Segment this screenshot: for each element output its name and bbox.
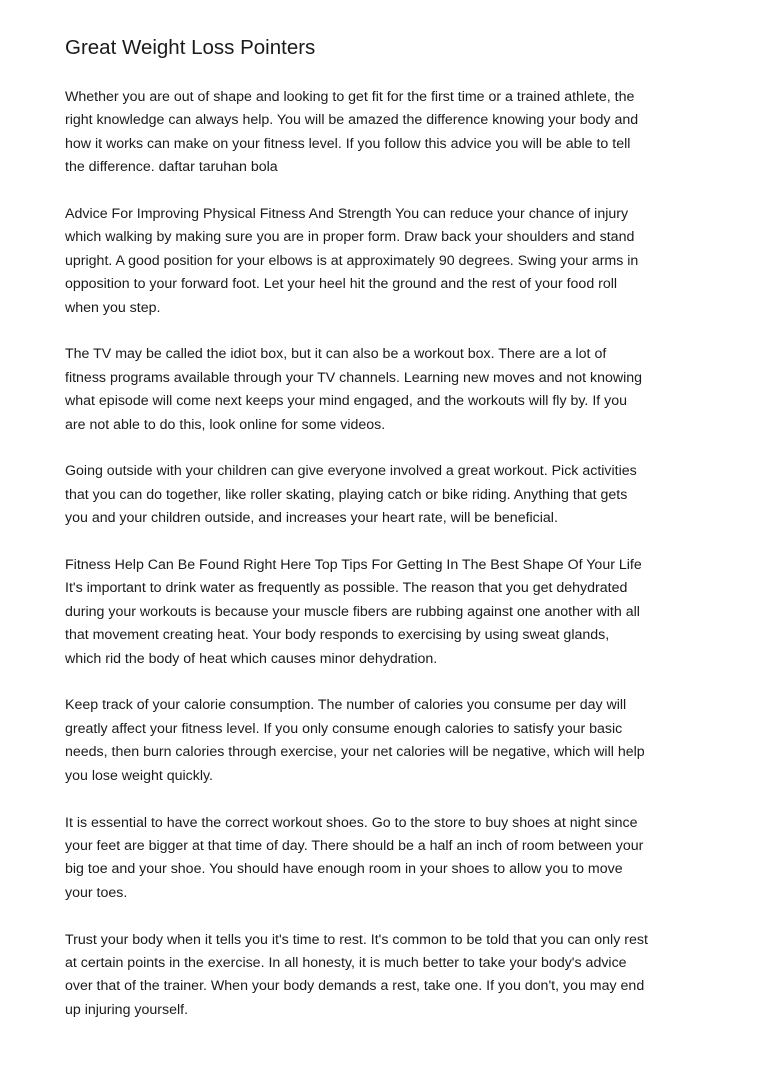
text-line: It's important to drink water as frequently as possible. The reason that you get dehydrated [65,580,628,597]
text-line: that you can do together, like roller skating, playing catch or bike riding. Anything that gets [65,486,628,503]
text-line: Advice For Improving Physical Fitness And Strength You can reduce your chance of injury [65,206,629,223]
text-line: It is essential to have the correct workout shoes. Go to the store to buy shoes at night since [65,814,638,831]
text-line: the difference. daftar taruhan bola [65,159,278,176]
text-line: at certain points in the exercise. In all honesty, it is much better to take your body's advice [65,954,627,971]
text-line: Keep track of your calorie consumption. The number of calories you consume per day will [65,697,627,714]
paragraph [65,929,705,1023]
text-line: which rid the body of heat which causes minor dehydration. [65,650,438,667]
text-line: that movement creating heat. Your body responds to exercising by using sweat glands, [65,627,610,644]
paragraph [65,203,705,320]
document-title: Great Weight Loss Pointers [65,36,316,59]
text-line: during your workouts is because your muscle fibers are rubbing against one another with all [65,603,640,620]
text-line: over that of the trainer. When your body demands a rest, take one. If you don't, you may end [65,978,645,995]
paragraph [65,694,705,788]
text-line: your toes. [65,884,128,901]
text-line: The TV may be called the idiot box, but it can also be a workout box. There are a lot of [65,346,607,363]
text-line: opposition to your forward foot. Let your heel hit the ground and the rest of your food roll [65,276,618,293]
text-line: fitness programs available through your TV channels. Learning new moves and not knowing [65,369,643,386]
text-line: which walking by making sure you are in proper form. Draw back your shoulders and stand [65,229,635,246]
text-line: big toe and your shoe. You should have enough room in your shoes to allow you to move [65,861,623,878]
text-line: up injuring yourself. [65,1001,189,1018]
paragraph [65,554,705,671]
paragraph [65,343,705,437]
text-line: you and your children outside, and increases your heart rate, will be beneficial. [65,510,558,527]
text-line: Fitness Help Can Be Found Right Here Top Tips For Getting In The Best Shape Of Your Life [65,557,642,574]
text-line: how it works can make on your fitness level. If you follow this advice you will be able to tell [65,135,631,152]
text-line: upright. A good position for your elbows is at approximately 90 degrees. Swing your arms in [65,252,639,269]
text-line: Going outside with your children can give everyone involved a great workout. Pick activities [65,463,637,480]
text-line: Trust your body when it tells you it's time to rest. It's common to be told that you can only rest [65,931,648,948]
paragraph [65,86,705,180]
text-line: greatly affect your fitness level. If you only consume enough calories to satisfy your basic [65,720,623,737]
text-line: your feet are bigger at that time of day. There should be a half an inch of room between your [65,837,644,854]
text-line: Whether you are out of shape and looking to get fit for the first time or a trained athlete, the [65,89,635,105]
text-line: when you step. [65,299,161,316]
text-line: what episode will come next keeps your mind engaged, and the workouts will fly by. If you [65,393,628,410]
paragraph [65,812,705,906]
document-body [65,86,705,1046]
paragraph [65,460,705,530]
text-line: needs, then burn calories through exercise, your net calories will be negative, which will help [65,744,645,761]
text-line: you lose weight quickly. [65,767,213,784]
text-line: are not able to do this, look online for some videos. [65,416,386,433]
text-line: right knowledge can always help. You will be amazed the difference knowing your body and [65,112,639,129]
